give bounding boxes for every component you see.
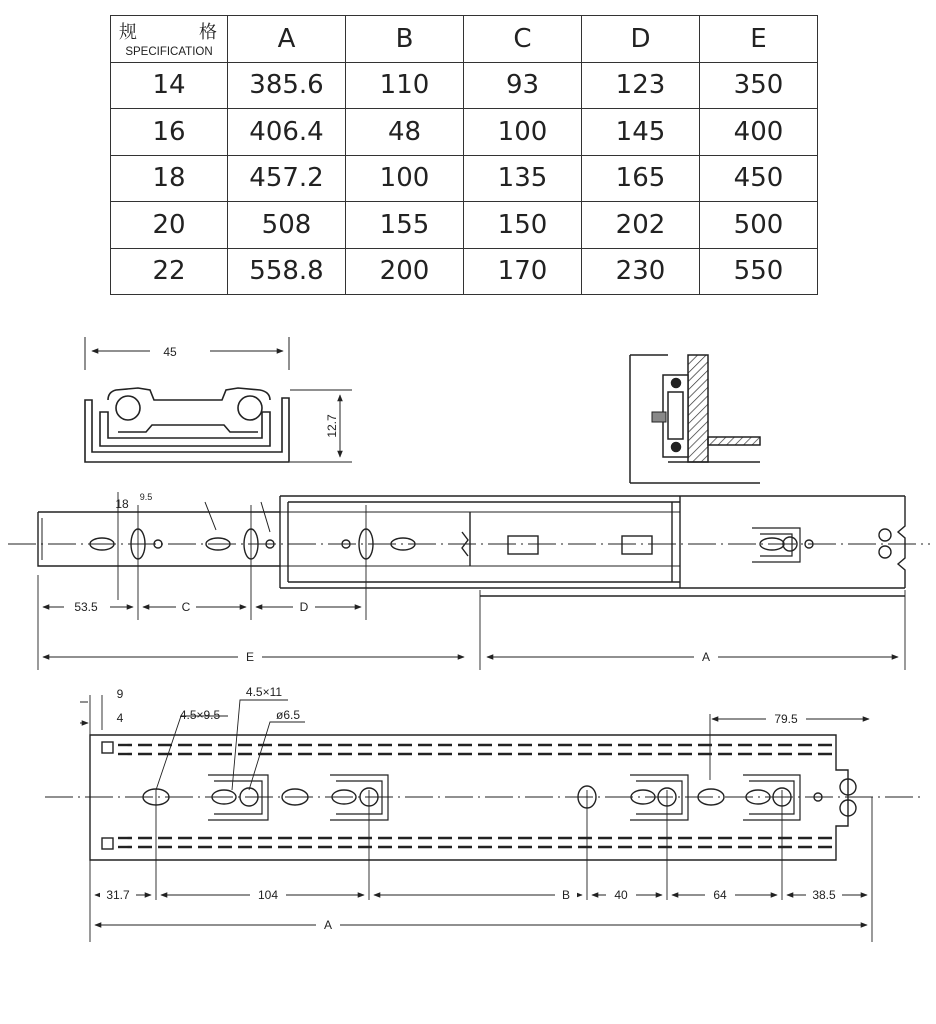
- table-cell: 202: [582, 202, 700, 249]
- table-cell: 145: [582, 109, 700, 156]
- dim-a-label-bottom: A: [323, 918, 333, 932]
- dim-38-5-label: 38.5: [812, 888, 836, 902]
- dim-9-label: 9: [116, 687, 124, 701]
- column-header-c: C: [464, 16, 582, 63]
- bottom-view-label-masks: [100, 710, 842, 932]
- table-cell: 18: [111, 155, 228, 202]
- dim-a-label-side: A: [701, 650, 711, 664]
- dim-9-5-label: 9.5: [139, 492, 153, 502]
- table-cell: 400: [700, 109, 818, 156]
- side-view: [8, 492, 930, 670]
- table-cell: 135: [464, 155, 582, 202]
- installation-detail: [630, 355, 760, 483]
- table-cell: 150: [464, 202, 582, 249]
- dim-b-label: B: [561, 888, 571, 902]
- profile-section: [85, 337, 352, 462]
- dim-4-label: 4: [116, 711, 124, 725]
- spec-zh-char-1: 规: [119, 22, 139, 43]
- table-cell: 100: [464, 109, 582, 156]
- table-cell: 48: [346, 109, 464, 156]
- dim-d-label: D: [299, 600, 309, 614]
- table-cell: 500: [700, 202, 818, 249]
- dim-e-label: E: [245, 650, 255, 664]
- table-cell: 200: [346, 248, 464, 295]
- table-cell: 100: [346, 155, 464, 202]
- profile-width-label: 45: [163, 345, 177, 359]
- table-cell: 16: [111, 109, 228, 156]
- table-cell: 110: [346, 62, 464, 109]
- dim-31-7-label: 31.7: [106, 888, 130, 902]
- table-cell: 230: [582, 248, 700, 295]
- dim-18-label: 18: [115, 497, 129, 511]
- spec-zh-char-2: 格: [199, 22, 219, 43]
- table-cell: 123: [582, 62, 700, 109]
- table-cell: 14: [111, 62, 228, 109]
- table-cell: 450: [700, 155, 818, 202]
- table-cell: 170: [464, 248, 582, 295]
- dim-c-label: C: [181, 600, 191, 614]
- hole-diameter-6-5-label: ø6.5: [275, 708, 301, 722]
- column-header-e: E: [700, 16, 818, 63]
- table-cell: 550: [700, 248, 818, 295]
- profile-height-label: 12.7: [325, 414, 339, 438]
- column-header-a: A: [228, 16, 346, 63]
- table-cell: 22: [111, 248, 228, 295]
- dim-79-5-label: 79.5: [774, 712, 798, 726]
- table-cell: 406.4: [228, 109, 346, 156]
- hole-4-5x11-label: 4.5×11: [245, 685, 283, 699]
- spec-header-english: SPECIFICATION: [125, 45, 213, 58]
- table-cell: 558.8: [228, 248, 346, 295]
- column-header-b: B: [346, 16, 464, 63]
- dim-53-5-label: 53.5: [74, 600, 98, 614]
- dim-40-label: 40: [614, 888, 628, 902]
- dim-104-label: 104: [257, 888, 279, 902]
- table-cell: 20: [111, 202, 228, 249]
- table-cell: 508: [228, 202, 346, 249]
- table-cell: 165: [582, 155, 700, 202]
- table-cell: 93: [464, 62, 582, 109]
- table-cell: 457.2: [228, 155, 346, 202]
- dim-64-label: 64: [713, 888, 727, 902]
- table-cell: 155: [346, 202, 464, 249]
- side-view-label-masks: [64, 598, 718, 664]
- column-header-d: D: [582, 16, 700, 63]
- bottom-view: [45, 695, 925, 942]
- table-cell: 350: [700, 62, 818, 109]
- table-cell: 385.6: [228, 62, 346, 109]
- hole-4-5x9-5-label: 4.5×9.5: [179, 708, 221, 722]
